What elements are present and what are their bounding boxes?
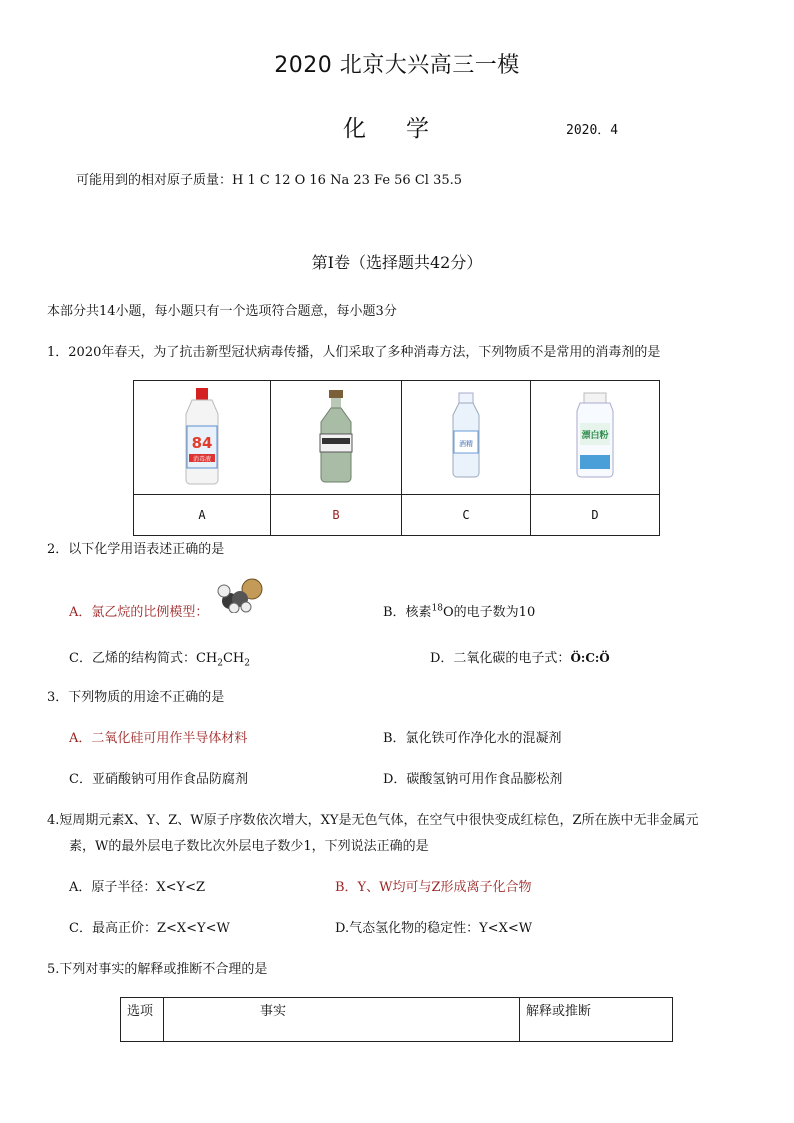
svg-text:84: 84 <box>191 434 213 452</box>
svg-text:消毒液: 消毒液 <box>192 456 212 463</box>
q3-stem: 3．下列物质的用途不正确的是 <box>47 690 225 705</box>
q2-option-a: A．氯乙烷的比例模型： <box>69 605 209 620</box>
q1-label-b: B <box>271 495 402 536</box>
q1-image-d <box>531 381 660 495</box>
q4-option-a: A．原子半径：X<Y<Z <box>69 880 206 895</box>
q2-stem: 2．以下化学用语表述正确的是 <box>47 542 225 557</box>
q3-option-c: C．亚硝酸钠可用作食品防腐剂 <box>69 772 248 787</box>
q1-image-b <box>271 381 402 495</box>
q1-stem: 1．2020年春天，为了抗击新型冠状病毒传播，人们采取了多种消毒方法，下列物质不是常用的消毒剂的是 <box>47 345 661 360</box>
q1-label-c: C <box>402 495 531 536</box>
q1-label-a: A <box>134 495 271 536</box>
section-intro: 本部分共14小题，每小题只有一个选项符合题意，每小题3分 <box>47 304 397 319</box>
q4-option-d: D.气态氢化物的稳定性：Y<X<W <box>335 921 533 936</box>
q2-option-b: B．核素$^{18}$O的电子数为10 <box>383 603 536 620</box>
q4-stem-line2: 素，W的最外层电子数比次外层电子数少1，下列说法正确的是 <box>69 839 429 854</box>
co2-electron-formula: Ö:C:Ö <box>570 651 610 665</box>
q4-option-c: C．最高正价：Z<X<Y<W <box>69 921 230 936</box>
alcohol-bottle-icon <box>441 391 491 481</box>
q2-option-c: C．乙烯的结构简式：$CH_2CH_2$ <box>69 651 250 669</box>
q5-table <box>120 997 673 1042</box>
formalin-bottle-icon <box>306 388 366 484</box>
q1-label-d: D <box>531 495 660 536</box>
q3-option-a: A．二氧化硅可用作半导体材料 <box>69 731 248 746</box>
q5-header-option: 选项 <box>121 998 164 1042</box>
q3-option-d: D．碳酸氢钠可用作食品膨松剂 <box>383 772 563 787</box>
page-title: 2020 北京大兴高三一模 <box>274 53 520 78</box>
q4-option-b: B．Y、W均可与Z形成离子化合物 <box>335 880 532 895</box>
q1-options-table <box>133 380 660 536</box>
atomic-masses: 可能用到的相对原子质量：H 1 C 12 O 16 Na 23 Fe 56 Cl 35.5 <box>76 173 463 188</box>
q3-option-b: B．氯化铁可作净化水的混凝剂 <box>383 731 562 746</box>
q1-image-c <box>402 381 531 495</box>
q5-stem: 5.下列对事实的解释或推断不合理的是 <box>47 962 268 977</box>
subject-title: 化学 <box>343 116 469 142</box>
svg-text:酒精: 酒精 <box>459 440 473 448</box>
exam-date: 2020．4 <box>566 123 619 138</box>
q5-header-fact: 事实 <box>164 998 520 1042</box>
svg-text:漂白粉: 漂白粉 <box>581 431 609 441</box>
q5-header-explanation: 解释或推断 <box>520 998 673 1042</box>
q4-stem-line1: 4.短周期元素X、Y、Z、W原子序数依次增大，XY是无色气体，在空气中很快变成红棕色，Z所在族中无非金属元 <box>47 813 699 828</box>
section-title: 第Ⅰ卷（选择题共42分） <box>311 253 483 272</box>
disinfectant-84-bottle-icon <box>172 386 232 486</box>
q1-image-a <box>134 381 271 495</box>
chloroethane-space-filling-model-icon <box>216 577 264 613</box>
bleaching-powder-bottle-icon <box>570 391 620 481</box>
q2-option-d: D．二氧化碳的电子式：Ö:C:Ö <box>430 651 610 666</box>
